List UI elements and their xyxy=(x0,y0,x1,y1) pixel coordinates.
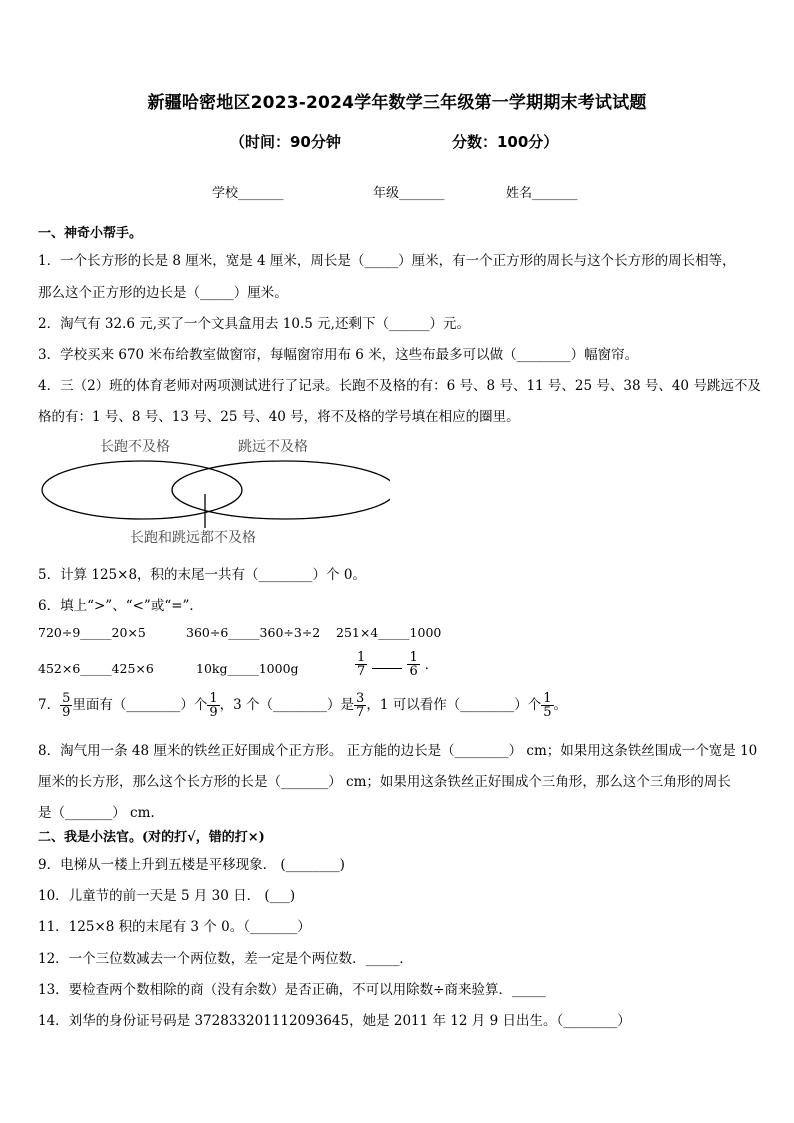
fraction-1-7: $\frac{1}{7}$ xyxy=(357,650,366,679)
question-7: 7． $\frac{5}{9}$ 里面有（________）个 $\frac{1}{9}$ ，3 个（________）是 $\frac{3}{7}$ ，1 可以看作（________）个 $\frac{1}{5}$ 。 xyxy=(38,691,567,720)
fraction-5-9: $\frac{5}{9}$ xyxy=(62,691,71,720)
q6-row2-b: 10kg_____1000g xyxy=(196,661,299,676)
q6-row2-a: 452×6_____425×6 xyxy=(38,661,154,676)
total-score: 分数：100分） xyxy=(452,133,559,151)
question-14: 14．刘华的身份证号码是 372833201112093645，她是 2011 年 12 月 9 日出生。（________） xyxy=(38,1013,631,1029)
name-field: 姓名_______ xyxy=(506,186,578,201)
grade-field: 年级_______ xyxy=(373,186,445,201)
page-title: 新疆哈密地区2023-2024学年数学三年级第一学期期末考试试题 xyxy=(147,93,647,113)
venn-left-circle xyxy=(42,461,242,519)
venn-diagram xyxy=(30,430,390,555)
venn-right-label: 跳远不及格 xyxy=(238,439,308,455)
question-4-line-2: 格的有：1 号、8 号、13 号、25 号、40 号，将不及格的学号填在相应的圈里。 xyxy=(38,409,520,425)
venn-left-label: 长跑不及格 xyxy=(100,439,170,455)
school-field: 学校_______ xyxy=(212,186,284,201)
answer-blank xyxy=(372,667,402,669)
question-8-line-2: 厘米的长方形，那么这个长方形的长是（_______） cm；如果用这条铁丝正好围成个三角形，那么这个三角形的周长 xyxy=(38,774,731,790)
question-10: 10．儿童节的前一天是 5 月 30 日． (___) xyxy=(38,888,296,904)
question-9: 9．电梯从一楼上升到五楼是平移现象． (________) xyxy=(38,857,345,873)
question-8-line-1: 8．淘气用一条 48 厘米的铁丝正好围成个正方形。 正方能的边长是（________） cm；如果用这条铁丝围成一个宽是 10 xyxy=(38,743,758,759)
section-2-heading: 二、我是小法官。(对的打√，错的打×) xyxy=(38,830,265,845)
question-13: 13．要检查两个数相除的商（没有余数）是否正确，不可以用除数÷商来验算．_____ xyxy=(38,982,546,998)
fraction-1-5: $\frac{1}{5}$ xyxy=(543,691,552,720)
question-12: 12．一个三位数减去一个两位数，差一定是个两位数．_____． xyxy=(38,951,413,967)
question-8-line-3: 是（_______） cm. xyxy=(38,805,155,821)
question-1-line-1: 1．一个长方形的长是 8 厘米，宽是 4 厘米，周长是（_____）厘米，有一个正方形的周长与这个长方形的周长相等， xyxy=(38,253,736,269)
q6-row1-c: 251×4_____1000 xyxy=(336,625,442,640)
question-4-line-1: 4．三（2）班的体育老师对两项测试进行了记录。长跑不及格的有：6 号、8 号、11 号、25 号、38 号、40 号跳远不及 xyxy=(38,378,761,394)
venn-bottom-label: 长跑和跳远都不及格 xyxy=(130,530,256,546)
question-2: 2．淘气有 32.6 元,买了一个文具盒用去 10.5 元,还剩下（______）元。 xyxy=(38,316,470,332)
time-limit: （时间：90分钟 xyxy=(230,133,341,151)
section-1-heading: 一、神奇小帮手。 xyxy=(38,226,143,241)
fraction-3-7: $\frac{3}{7}$ xyxy=(356,691,365,720)
q6-row1-b: 360÷6_____360÷3÷2 xyxy=(186,625,321,640)
question-6: 6．填上“>”、“<”或“=”． xyxy=(38,598,203,614)
question-1-line-2: 那么这个正方形的边长是（_____）厘米。 xyxy=(38,285,288,301)
question-3: 3．学校买来 670 米布给教室做窗帘，每幅窗帘用布 6 米，这些布最多可以做（________）幅窗帘。 xyxy=(38,347,639,363)
question-11: 11．125×8 积的末尾有 3 个 0。（_______） xyxy=(38,919,311,935)
question-5: 5．计算 125×8，积的末尾一共有（________）个 0。 xyxy=(38,567,366,583)
fraction-1-9: $\frac{1}{9}$ xyxy=(209,691,218,720)
fraction-1-6: $\frac{1}{6}$ xyxy=(409,650,418,679)
q6-row2-fraction-compare: $\frac{1}{7}$ $\frac{1}{6}$ ． xyxy=(357,650,438,679)
q6-row1-a: 720÷9_____20×5 xyxy=(38,625,146,640)
